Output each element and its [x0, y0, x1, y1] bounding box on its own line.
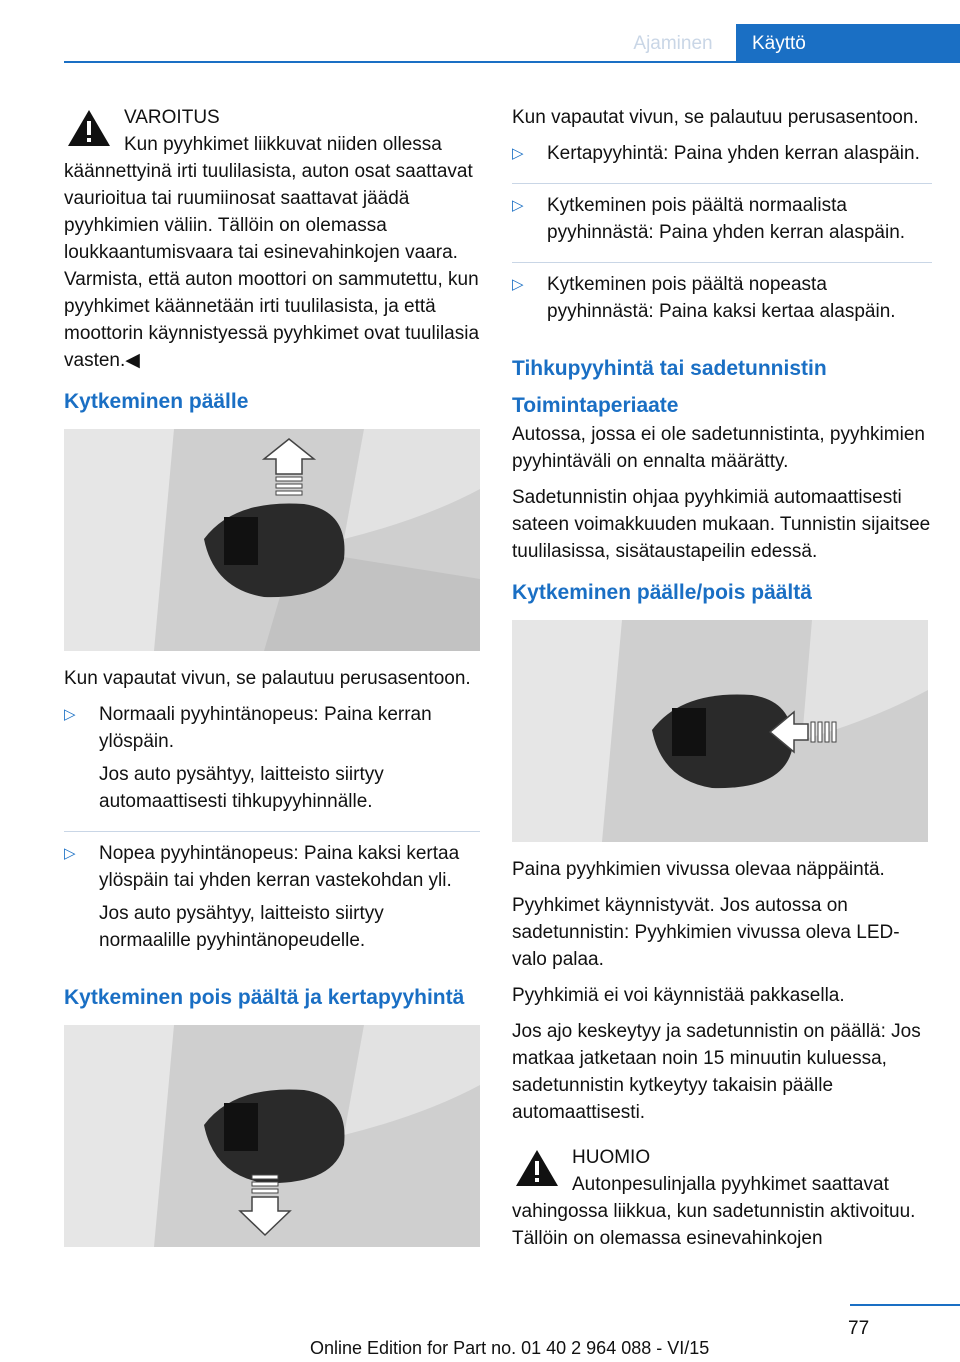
list-item-note: Jos auto pysähtyy, laitteisto siirtyy automaattisesti tihkupyyhinnälle. [99, 764, 384, 812]
wiper-button-photo [512, 620, 928, 842]
list-item-text: Kytkeminen pois päältä normaalista pyyhinnästä: Paina yhden kerran alaspäin. [547, 195, 906, 243]
header-rule [64, 61, 960, 63]
warning-title: VAROITUS [124, 107, 220, 128]
list-item-text: Nopea pyyhintänopeus: Paina kaksi kertaa ylöspäin tai yhden kerran vastekohdan yli. [99, 843, 460, 891]
principle-paragraph-1: Autossa, jossa ei ole sadetunnistinta, pyyhkimien pyyhintäväli on ennalta määrätty. [512, 424, 925, 472]
list-item-text: Kytkeminen pois päältä nopeasta pyyhinnästä: Paina kaksi kertaa alaspäin. [547, 274, 896, 322]
warning-text: Kun pyyhkimet liikkuvat niiden ollessa käännettyinä irti tuulilasista, auton osat saattavat vaurioitua tai ruumiinosat saattavat jäädä pyyhkimien väliin. Tällöin on olemassa loukkaantumisvaara tai esinevahinkojen vaara. Varmista, että auton moottori on sammutettu, kun pyyhkimet käännetään irti tuulilasista, ja että moottorin käynnistyessä pyyhkimet ovat tuulilasia vasten.◀ [64, 134, 480, 371]
triangle-bullet-icon: ▷ [512, 145, 524, 162]
header-chapter-tab: Käyttö [736, 24, 960, 63]
heading-rain-sensor: Tihkupyyhintä tai sadetunnistin [512, 357, 827, 380]
page-number: 77 [848, 1318, 870, 1339]
wiper-lever-up-photo [64, 429, 480, 651]
right-release-text: Kun vapautat vivun, se palautuu perusasentoon. [512, 107, 919, 128]
heading-toggle: Kytkeminen päälle/pois päältä [512, 581, 812, 604]
edition-footer: Online Edition for Part no. 01 40 2 964 088 - VI/15 [310, 1338, 710, 1358]
left-release-text: Kun vapautat vivun, se palautuu perusasentoon. [64, 668, 471, 689]
list-item [512, 140, 932, 184]
triangle-bullet-icon: ▷ [512, 197, 524, 214]
right-column [512, 104, 932, 1264]
triangle-bullet-icon: ▷ [64, 845, 76, 862]
header-section-tab: Ajaminen [633, 33, 713, 54]
toggle-paragraph-4: Jos ajo keskeytyy ja sadetunnistin on päällä: Jos matkaa jatketaan noin 15 minuutin kuluessa, sadetunnistin kytkeytyy takaisin päälle automaattisesti. [512, 1021, 921, 1123]
heading-switch-off: Kytkeminen pois päältä ja kertapyyhintä [64, 986, 465, 1009]
left-column [64, 104, 480, 1261]
caution-text: Autonpesulinjalla pyyhkimet saattavat vahingossa liikkua, kun sadetunnistin aktivoituu. Tällöin on olemassa esinevahinkojen [512, 1174, 916, 1249]
list-item [512, 271, 932, 341]
toggle-paragraph-2: Pyyhkimet käynnistyvät. Jos autossa on sadetunnistin: Pyyhkimien vivussa oleva LED-valo palaa. [512, 895, 900, 970]
warning-icon [66, 108, 112, 148]
list-item-note: Jos auto pysähtyy, laitteisto siirtyy normaalille pyyhintänopeudelle. [99, 903, 384, 951]
footer-rule [850, 1304, 960, 1306]
heading-switch-on: Kytkeminen päälle [64, 390, 249, 413]
list-item [512, 192, 932, 263]
triangle-bullet-icon: ▷ [512, 276, 524, 293]
toggle-paragraph-1: Paina pyyhkimien vivussa olevaa näppäintä. [512, 859, 885, 880]
triangle-bullet-icon: ▷ [64, 706, 76, 723]
right-off-list [512, 140, 932, 341]
warning-block [64, 104, 480, 374]
caution-block [512, 1144, 932, 1252]
principle-paragraph-2: Sadetunnistin ohjaa pyyhkimiä automaattisesti sateen voimakkuuden mukaan. Tunnistin sijaitsee tuulilasissa, sisätaustapeilin edessä. [512, 487, 931, 562]
wiper-lever-down-photo [64, 1025, 480, 1247]
caution-icon [514, 1148, 560, 1188]
caution-title: HUOMIO [572, 1147, 651, 1168]
left-speed-list [64, 701, 480, 970]
list-item-text: Normaali pyyhintänopeus: Paina kerran ylöspäin. [99, 704, 432, 752]
list-item-text: Kertapyyhintä: Paina yhden kerran alaspäin. [547, 143, 920, 164]
heading-principle: Toimintaperiaate [512, 394, 679, 417]
toggle-paragraph-3: Pyyhkimiä ei voi käynnistää pakkasella. [512, 985, 845, 1006]
list-item [64, 701, 480, 832]
list-item [64, 840, 480, 970]
